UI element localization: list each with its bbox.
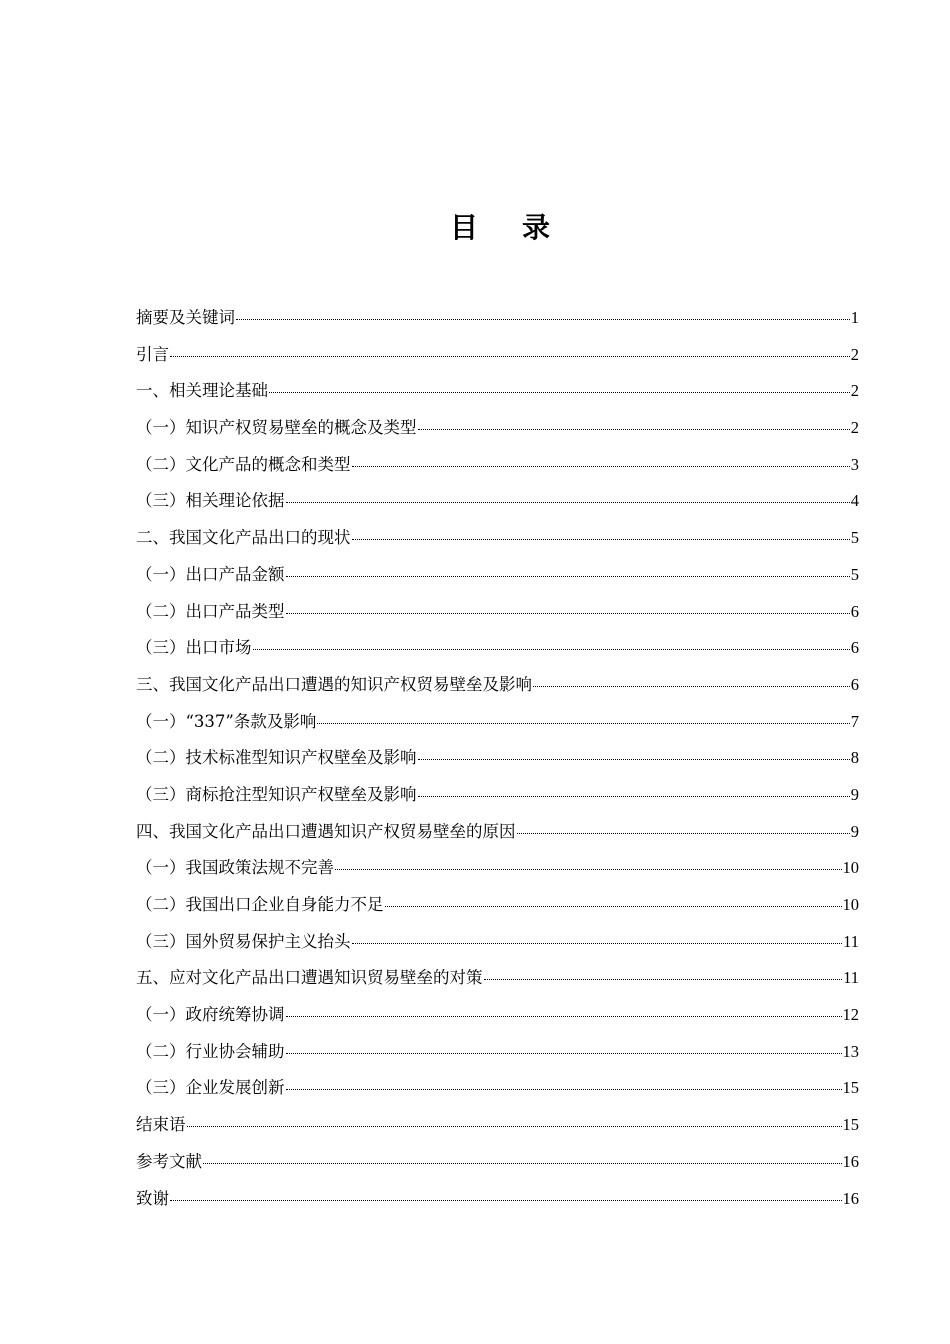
- toc-entry[interactable]: [136, 850, 859, 887]
- toc-entry-page: 6: [850, 674, 859, 694]
- dot-leader: [484, 979, 843, 980]
- toc-entry[interactable]: [136, 447, 859, 484]
- dot-leader: [317, 723, 849, 724]
- dot-leader: [286, 576, 850, 577]
- toc-entry-label: 一、相关理论基础: [136, 381, 268, 401]
- toc-entry[interactable]: [136, 997, 859, 1034]
- toc-entry-page: 10: [842, 858, 859, 878]
- toc-entry-label: 三、我国文化产品出口遭遇的知识产权贸易壁垒及影响: [136, 674, 532, 694]
- toc-entry-label: （三）国外贸易保护主义抬头: [136, 931, 351, 951]
- dot-leader: [286, 502, 850, 503]
- toc-entry-page: 3: [850, 454, 859, 474]
- dot-leader: [418, 429, 850, 430]
- toc-entry[interactable]: [136, 1107, 859, 1144]
- toc-entry[interactable]: [136, 483, 859, 520]
- toc-entry[interactable]: [136, 960, 859, 997]
- toc-entry[interactable]: [136, 887, 859, 924]
- toc-entry[interactable]: [136, 300, 859, 337]
- toc-entry[interactable]: [136, 594, 859, 631]
- toc-entry-page: 13: [842, 1041, 859, 1061]
- toc-entry-page: 15: [842, 1115, 859, 1135]
- toc-entry-label: （三）出口市场: [136, 638, 252, 658]
- dot-leader: [418, 796, 850, 797]
- toc-entry[interactable]: [136, 1144, 859, 1181]
- toc-entry-label: （一）知识产权贸易壁垒的概念及类型: [136, 418, 417, 438]
- dot-leader: [286, 1016, 842, 1017]
- toc-entry-label: （三）企业发展创新: [136, 1078, 285, 1098]
- toc-entry[interactable]: [136, 777, 859, 814]
- toc-entry-page: 9: [850, 821, 859, 841]
- toc-entry-page: 16: [842, 1151, 859, 1171]
- toc-entry[interactable]: [136, 924, 859, 961]
- toc-title-char-2: 录: [522, 211, 551, 244]
- toc-entry[interactable]: [136, 740, 859, 777]
- toc-entry-label: 结束语: [136, 1115, 186, 1135]
- toc-entry[interactable]: [136, 704, 859, 741]
- toc-entry[interactable]: [136, 520, 859, 557]
- dot-leader: [352, 943, 843, 944]
- toc-title: [0, 208, 950, 248]
- toc-entry-page: 1: [850, 308, 859, 327]
- toc-entry-label: （二）技术标准型知识产权壁垒及影响: [136, 748, 417, 768]
- dot-leader: [286, 613, 850, 614]
- toc-entry-page: 7: [850, 711, 859, 731]
- toc-entry[interactable]: [136, 630, 859, 667]
- dot-leader: [286, 1089, 842, 1090]
- toc-entry-page: 11: [843, 931, 859, 951]
- dot-leader: [533, 686, 850, 687]
- toc-entry-page: 10: [842, 895, 859, 914]
- toc-entry-label: （一）政府统筹协调: [136, 1005, 285, 1025]
- toc-entry-label: （二）出口产品类型: [136, 601, 285, 621]
- toc-entry[interactable]: [136, 557, 859, 594]
- toc-entry-page: 6: [850, 601, 859, 621]
- dot-leader: [187, 1126, 842, 1127]
- toc-entry-page: 2: [850, 418, 859, 438]
- toc-entry[interactable]: [136, 337, 859, 374]
- dot-leader: [253, 649, 850, 650]
- toc-entry-page: 8: [850, 748, 859, 768]
- toc-entry-label: （三）相关理论依据: [136, 491, 285, 511]
- toc-entry-page: 15: [842, 1078, 859, 1098]
- toc-entry[interactable]: [136, 667, 859, 704]
- toc-entry[interactable]: [136, 373, 859, 410]
- dot-leader: [418, 759, 850, 760]
- toc-entry-page: 16: [842, 1188, 859, 1208]
- toc-entry-label: 五、应对文化产品出口遭遇知识贸易壁垒的对策: [136, 968, 483, 988]
- dot-leader: [269, 392, 850, 393]
- dot-leader: [352, 466, 850, 467]
- toc-entry-label: （三）商标抢注型知识产权壁垒及影响: [136, 784, 417, 804]
- toc-entry-page: 5: [850, 564, 859, 584]
- toc-entry-label: 二、我国文化产品出口的现状: [136, 528, 351, 548]
- dot-leader: [286, 1053, 842, 1054]
- toc-entry-page: 6: [850, 638, 859, 658]
- toc-entry-page: 2: [850, 344, 859, 364]
- dot-leader: [170, 1200, 842, 1201]
- toc-entry-label: 四、我国文化产品出口遭遇知识产权贸易壁垒的原因: [136, 821, 516, 841]
- toc-entry-label: 参考文献: [136, 1151, 202, 1171]
- toc-entry-page: 5: [850, 528, 859, 548]
- toc-entry-label: （二）文化产品的概念和类型: [136, 454, 351, 474]
- toc-entry[interactable]: [136, 410, 859, 447]
- dot-leader: [352, 539, 850, 540]
- toc-entry-label: （二）行业协会辅助: [136, 1041, 285, 1061]
- toc-entry-label: （二）我国出口企业自身能力不足: [136, 895, 384, 914]
- toc-entry-label: （一）“337”条款及影响: [136, 711, 317, 731]
- toc-entry-page: 4: [850, 491, 859, 511]
- toc-entry[interactable]: [136, 814, 859, 851]
- toc-entry-page: 9: [850, 784, 859, 804]
- toc-entry-label: 摘要及关键词: [136, 308, 235, 327]
- toc-entry-page: 2: [850, 381, 859, 401]
- toc-entry-page: 11: [843, 968, 859, 988]
- toc-entry[interactable]: [136, 1034, 859, 1071]
- toc-entry-label: 致谢: [136, 1188, 169, 1208]
- toc-list: [136, 300, 859, 1217]
- toc-title-char-1: 目: [449, 211, 478, 244]
- toc-entry[interactable]: [136, 1070, 859, 1107]
- toc-entry-label: （一）我国政策法规不完善: [136, 858, 334, 878]
- toc-entry-page: 12: [842, 1005, 859, 1025]
- toc-entry-label: 引言: [136, 344, 169, 364]
- dot-leader: [170, 356, 850, 357]
- dot-leader: [517, 833, 850, 834]
- dot-leader: [203, 1163, 842, 1164]
- toc-entry[interactable]: [136, 1181, 859, 1218]
- dot-leader: [335, 869, 842, 870]
- toc-entry-label: （一）出口产品金额: [136, 564, 285, 584]
- dot-leader: [385, 906, 842, 907]
- dot-leader: [236, 319, 850, 320]
